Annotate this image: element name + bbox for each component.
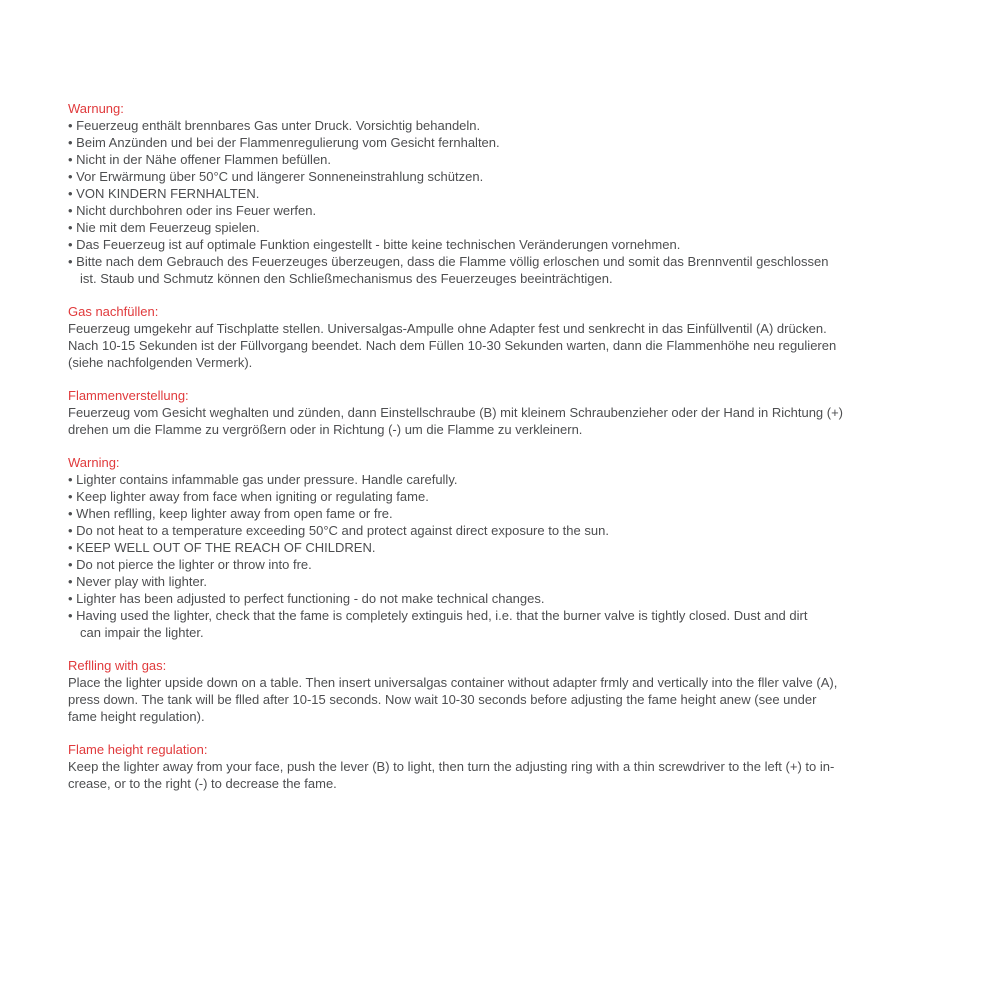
paragraph-line: (siehe nachfolgenden Vermerk). [68,355,253,370]
bullet-icon: • [68,118,77,133]
bullet-icon: • [68,169,77,184]
bullet-icon: • [68,591,77,606]
bullet-icon: • [68,186,77,201]
bullet-text: Nicht durchbohren oder ins Feuer werfen. [76,203,317,218]
paragraph-line: Nach 10-15 Sekunden ist der Füllvorgang beendet. Nach dem Füllen 10-30 Sekunden warten, dann die Flammenhöhe neu regulieren [68,338,837,353]
instruction-sheet [68,100,934,808]
bullet-text: Feuerzeug enthält brennbares Gas unter Druck. Vorsichtig behandeln. [76,118,481,133]
bullet-text-continuation: ist. Staub und Schmutz können den Schließmechanismus des Feuerzeuges beeinträchtigen. [80,271,613,286]
section-heading-flame-height-regulation: Flame height regulation: [68,742,208,757]
paragraph-line: Feuerzeug vom Gesicht weghalten und zünden, dann Einstellschraube (B) mit kleinem Schraubenzieher oder der Hand in Richtung (+) [68,405,844,420]
bullet-text: When reflling, keep lighter away from open fame or fre. [76,506,393,521]
bullet-icon: • [68,506,77,521]
bullet-text-continuation: can impair the lighter. [80,625,204,640]
section-heading-warning-en: Warning: [68,455,120,470]
bullet-icon: • [68,608,77,623]
bullet-icon: • [68,472,77,487]
bullet-icon: • [68,152,77,167]
bullet-text: Nie mit dem Feuerzeug spielen. [76,220,260,235]
bullet-text: Vor Erwärmung über 50°C und längerer Sonneneinstrahlung schützen. [76,169,484,184]
bullet-text: Das Feuerzeug ist auf optimale Funktion eingestellt - bitte keine technischen Veränderungen vornehmen. [76,237,681,252]
bullet-icon: • [68,574,77,589]
paragraph-line: press down. The tank will be flled after 10-15 seconds. Now wait 10-30 seconds before adjusting the fame height anew (see under [68,692,817,707]
bullet-icon: • [68,203,77,218]
section-heading-flammenverstellung: Flammenverstellung: [68,388,189,403]
paragraph-line: fame height regulation). [68,709,205,724]
section-reflling-with-gas [68,657,934,725]
bullet-text: Lighter contains infammable gas under pressure. Handle carefully. [76,472,458,487]
bullet-text: VON KINDERN FERNHALTEN. [76,186,260,201]
bullet-text: Lighter has been adjusted to perfect functioning - do not make technical changes. [76,591,545,606]
bullet-text: Beim Anzünden und bei der Flammenregulierung vom Gesicht fernhalten. [76,135,500,150]
bullet-icon: • [68,523,77,538]
section-heading-gas-nachfuellen: Gas nachfüllen: [68,304,159,319]
bullet-text: Do not pierce the lighter or throw into fre. [76,557,312,572]
bullet-text: KEEP WELL OUT OF THE REACH OF CHILDREN. [76,540,376,555]
section-flammenverstellung [68,387,934,438]
paragraph-line: Place the lighter upside down on a table. Then insert universalgas container without adapter frmly and vertically into the fller valve (A), [68,675,838,690]
bullet-text: Having used the lighter, check that the fame is completely extinguis hed, i.e. that the burner valve is tightly closed. Dust and dirt [76,608,808,623]
bullet-icon: • [68,237,77,252]
bullet-icon: • [68,135,77,150]
section-warnung-de [68,100,934,287]
bullet-text: Keep lighter away from face when igniting or regulating fame. [76,489,429,504]
bullet-icon: • [68,254,77,269]
section-warning-en [68,454,934,641]
paragraph-line: Feuerzeug umgekehr auf Tischplatte stellen. Universalgas-Ampulle ohne Adapter fest und senkrecht in das Einfüllventil (A) drücken. [68,321,827,336]
bullet-text: Do not heat to a temperature exceeding 50°C and protect against direct exposure to the sun. [76,523,609,538]
bullet-text: Bitte nach dem Gebrauch des Feuerzeuges überzeugen, dass die Flamme völlig erloschen und somit das Brennventil geschlossen [76,254,829,269]
paragraph-line: Keep the lighter away from your face, push the lever (B) to light, then turn the adjusting ring with a thin screwdriver to the left (+) to in- [68,759,835,774]
section-heading-warnung-de: Warnung: [68,101,124,116]
section-gas-nachfuellen [68,303,934,371]
bullet-icon: • [68,220,77,235]
section-heading-reflling-with-gas: Reflling with gas: [68,658,167,673]
bullet-icon: • [68,540,77,555]
section-flame-height-regulation [68,741,934,792]
bullet-text: Nicht in der Nähe offener Flammen befüllen. [76,152,332,167]
paragraph-line: crease, or to the right (-) to decrease the fame. [68,776,337,791]
paragraph-line: drehen um die Flamme zu vergrößern oder in Richtung (-) um die Flamme zu verkleinern. [68,422,583,437]
bullet-icon: • [68,489,77,504]
bullet-icon: • [68,557,77,572]
bullet-text: Never play with lighter. [76,574,207,589]
